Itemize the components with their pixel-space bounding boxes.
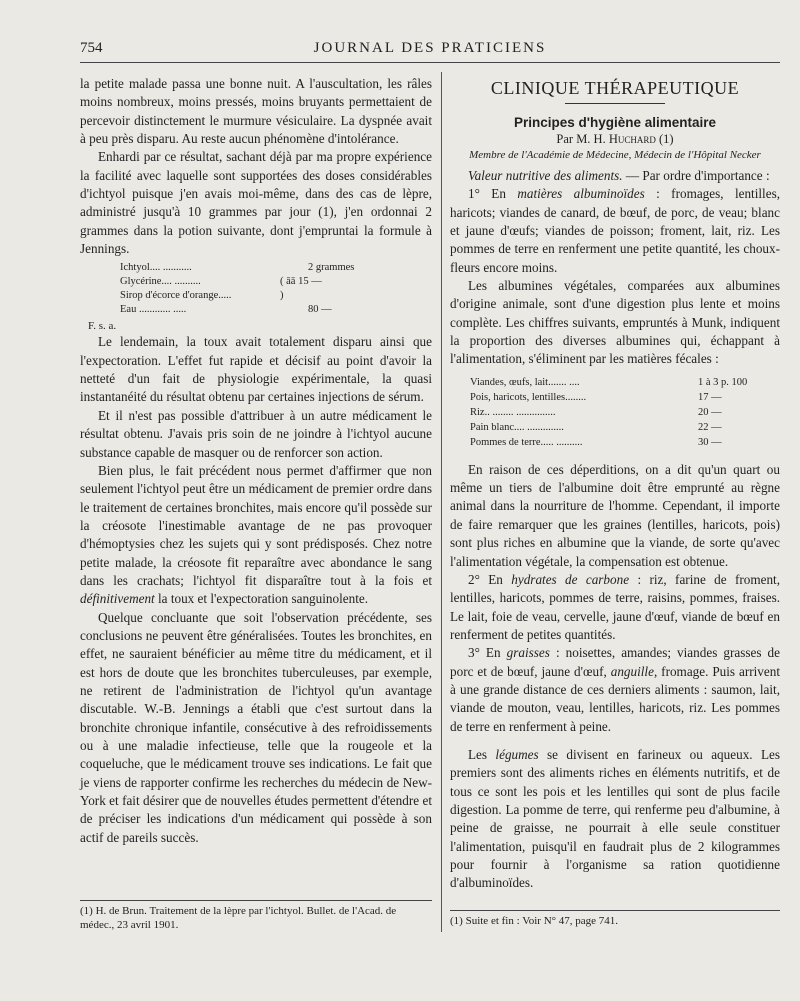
paragraph: la petite malade passa une bonne nuit. A l'auscultation, les râles moins nombreux, moins pressés, moins bruyants permettaient de percevoir distinctement le murmure vésiculaire. La dyspnée avait à peu près disparu. Au reste aucun phénomène d'intolérance. xyxy=(80,76,432,147)
left-column xyxy=(80,75,432,847)
list-marker: 3° En xyxy=(468,645,501,661)
table-cell-name: Pois, haricots, lentilles........ xyxy=(470,391,587,403)
albumin-table xyxy=(470,375,780,453)
table-row xyxy=(470,435,770,450)
list-marker: 1° En xyxy=(468,186,506,202)
prescription-formula xyxy=(120,261,432,317)
table-cell-name: Pain blanc.... .............. xyxy=(470,421,564,433)
table-cell-value: 22 — xyxy=(698,421,722,433)
author-affiliation: Membre de l'Académie de Médecine, Médecin de l'Hôpital Necker xyxy=(469,149,761,161)
spacer xyxy=(450,736,780,746)
paragraph-text: : fromages, lentilles, haricots; viandes de canard, de bœuf, de porc, de veau; blanc et jaune d'œufs; viandes de poisson; froment, lait, riz. Les pommes de terre en renferment une petite quantité, les choux-fleurs encore moins. xyxy=(450,186,780,275)
author-name: Huchard xyxy=(608,132,656,146)
italic-word: définitivement xyxy=(80,591,155,607)
paragraph xyxy=(450,746,780,893)
formula-quantity: 80 — xyxy=(308,304,332,316)
italic-term: hydrates de carbone xyxy=(511,571,630,587)
column-divider xyxy=(441,72,442,932)
footnote-rule xyxy=(450,910,780,911)
footnote-rule xyxy=(80,900,432,901)
paragraph-text: — Par ordre d'importance : xyxy=(625,168,770,183)
formula-row xyxy=(120,303,360,317)
paragraph: Quelque concluante que soit l'observation précédente, ses conclusions ne peuvent être généralisées. Toutes les bronchites, en effet, ne sauraient bénéficier au même titre du médicament, et il est hors de doute que les bronchites tuberculeuses, par exemple, ne retirent de l'administration de l'ichtyol qu'un avantage discutable. W.-B. Jennings a établi que c'est surtout dans la bronchite chronique infantile, consécutive à des refroidissements ou à une maladie infectieuse, telle que la rougeole et la coqueluche, que le médicament trouve ses indications. Le fait que je viens de rapporter confirme les recherches du médecin de New-York et fait désirer que de nouvelles études permettent d'étendre et de préciser les indications d'un médicament qui possède à son actif de pareils succès. xyxy=(80,609,432,845)
table-cell-value: 17 — xyxy=(698,391,722,403)
list-marker: 2° En xyxy=(468,571,503,587)
italic-term: matières albuminoïdes xyxy=(517,186,645,202)
formula-fsa: F. s. a. xyxy=(88,320,117,333)
table-cell-value: 30 — xyxy=(698,436,722,448)
formula-row xyxy=(120,289,360,303)
formula-ingredient: Sirop d'écorce d'orange..... xyxy=(120,290,232,302)
italic-term: légumes xyxy=(495,746,539,762)
italic-term: graisses xyxy=(506,645,550,661)
paragraph xyxy=(80,462,432,609)
paragraph-text: : riz, farine de froment, lentilles, haricots, pommes de terre, raisins, pommes, fraises. Le lait, foie de veau, cervelle, jaune d'œuf, viande de bœuf en renferment de petites quantités. xyxy=(450,571,781,642)
table-cell-value: 1 à 3 p. 100 xyxy=(698,376,748,388)
title-rule xyxy=(565,103,665,104)
paragraph: Les albumines végétales, comparées aux albumines d'origine animale, sont d'une digestion plus lente et moins complète. Les chiffres suivants, empruntés à Munk, indiquent la proportion des diverses albumines qui, échappant à l'alimentation, s'éliminent par les matières fécales : xyxy=(450,278,780,367)
author-line xyxy=(450,131,780,148)
page-header xyxy=(80,40,780,63)
table-row xyxy=(470,390,770,405)
table-cell-name: Riz.. ........ ............... xyxy=(470,406,556,418)
page-number: 754 xyxy=(80,40,103,56)
table-cell-value: 20 — xyxy=(698,406,722,418)
paragraph xyxy=(450,644,780,736)
paragraph-text: , fromage. Puis arrivent à une grande distance de ces derniers aliments : saumon, lait, viande de mouton, veau, lentilles, haricots, riz. Les pommes de terre en renferment à peine. xyxy=(450,663,780,734)
formula-ingredient: Glycérine.... .......... xyxy=(120,276,201,288)
paragraph: Le lendemain, la toux avait totalement disparu ainsi que l'expectoration. L'effet fut rapide et décisif au point d'avoir la netteté d'un fait de physiologie expérimentale, la quasi instantanéité du résultat obtenu par certaines injections de sérum. xyxy=(80,334,432,405)
paragraph: En raison de ces déperditions, on a dit qu'un quart ou même un tiers de l'albumine doit être emprunté au règne animal dans la nourriture de l'homme. Cependant, il importe de faire remarquer que les graines (lentilles, haricots, pois) sont plus riches en albumine que la viande, de sorte qu'avec l'alimentation végétale, la compensation est obtenue. xyxy=(450,461,780,569)
article-title: Principes d'hygiène alimentaire xyxy=(513,115,717,130)
paragraph-text: Les xyxy=(468,746,488,762)
author-suffix: (1) xyxy=(659,132,674,146)
table-row xyxy=(470,405,770,420)
paragraph-text: : noisettes, amandes; viandes grasses de porc et de bœuf, jaune d'œuf, xyxy=(450,645,780,679)
paragraph-text: se divisent en farineux ou aqueux. Les premiers sont des aliments riches en éléments nutritifs, et de tous ce sont les pois et les lentilles qui sont de plus facile digestion. La pomme de terre, qui renferme peu d'albumine, à peine de graisse, ne pourrait à elle seule constituer l'alimentation, puisqu'il en faudrait plus de 2 kilogrammes pour fournir à l'organisme sa ration quotidienne d'albuminoïdes. xyxy=(450,746,780,891)
formula-quantity: ( āā 15 — xyxy=(280,276,322,288)
paragraph xyxy=(450,185,780,277)
italic-heading: Valeur nutritive des aliments. xyxy=(468,168,623,183)
formula-quantity: ) xyxy=(280,290,284,302)
formula-row xyxy=(120,275,360,289)
paragraph-text: la toux et l'expectoration sanguinolente. xyxy=(158,591,369,607)
italic-term: anguille xyxy=(610,663,654,679)
paragraph: Et il n'est pas possible d'attribuer à un autre médicament le résultat obtenu. J'avais pris soin de ne joindre à l'ichtyol aucune substance capable de masquer ou de renforcer son action. xyxy=(80,407,432,460)
paragraph xyxy=(450,571,780,644)
section-title: CLINIQUE THÉRAPEUTIQUE xyxy=(490,78,740,98)
table-row xyxy=(470,420,770,435)
formula-row xyxy=(120,261,360,275)
formula-ingredient: Ichtyol.... ........... xyxy=(120,262,192,274)
table-cell-name: Pommes de terre..... .......... xyxy=(470,436,583,448)
formula-quantity: 2 grammes xyxy=(308,262,355,274)
paragraph: Enhardi par ce résultat, sachant déjà par ma propre expérience la facilité avec laquelle sont supportées des doses considérables d'ichtyol puisque j'en avais moi-même, dans des cas de lèpre, administré jusqu'à 10 grammes par jour (1), j'en ordonnai 2 grammes dans la potion suivante, dont j'empruntai la formule à Jennings. xyxy=(80,149,432,257)
journal-title: JOURNAL DES PRATICIENS xyxy=(313,40,547,56)
author-prefix: Par M. H. xyxy=(556,132,606,146)
table-cell-name: Viandes, œufs, lait....... .... xyxy=(470,376,580,388)
formula-ingredient: Eau ............ ..... xyxy=(120,304,187,316)
footnote-left: (1) H. de Brun. Traitement de la lèpre par l'ichtyol. Bullet. de l'Acad. de médec., 23 avril 1901. xyxy=(80,905,397,931)
right-column xyxy=(450,75,780,893)
table-row xyxy=(470,375,770,390)
footnote-right: (1) Suite et fin : Voir N° 47, page 741. xyxy=(450,915,619,927)
paragraph xyxy=(450,167,780,185)
paragraph-text: Bien plus, le fait précédent nous permet d'affirmer que non seulement l'ichtyol peut être un médicament de premier ordre dans le traitement de certaines bronchites, mais encore qu'il possède sur la créosote l'inestimable avantage de ne pas provoquer d'hémoptysies chez les sujets qui y sont prédisposés. Chez notre petite malade, la créosote fit reparaître avec abondance le sang dans les crachats; l'ichtyol fit disparaître tout à la fois et xyxy=(80,462,432,588)
